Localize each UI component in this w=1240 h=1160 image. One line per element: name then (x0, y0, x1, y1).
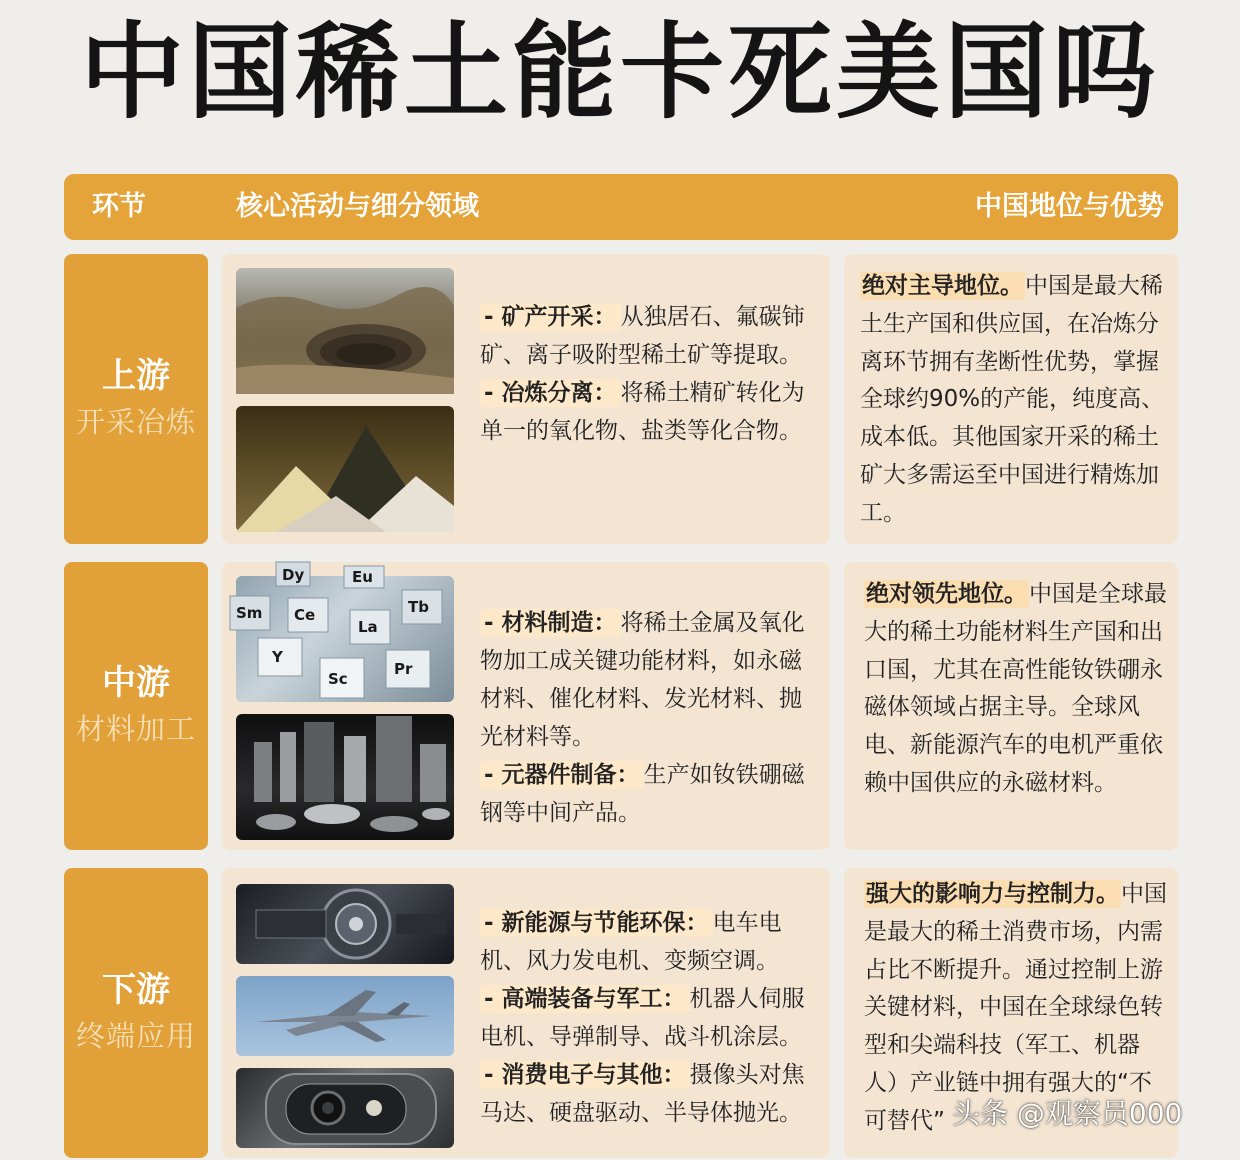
activity-desc: 生产如钕铁硼磁钢等中间产品。 (480, 762, 805, 826)
position-cell (844, 254, 1178, 544)
activity-tag: - 元器件制备： (480, 761, 644, 789)
activity-item (480, 980, 820, 1056)
activity-item (480, 904, 820, 980)
element-tile: Y (272, 648, 283, 666)
header-position: 中国地位与优势 (975, 191, 1164, 222)
stage-name: 下游 (102, 970, 170, 1010)
activity-item (480, 604, 820, 756)
table-row-midstream (64, 562, 1178, 850)
header-stage: 环节 (92, 191, 146, 222)
position-text (860, 268, 1166, 533)
element-tile: Dy (282, 566, 305, 584)
header-activity: 核心活动与细分领域 (236, 191, 479, 222)
position-lead: 绝对领先地位。 (866, 581, 1027, 607)
activity-item (480, 298, 820, 374)
element-tile: Sm (236, 604, 263, 622)
stage-name: 中游 (102, 663, 170, 703)
table-header (64, 174, 1178, 240)
stage-subtitle: 开采冶炼 (75, 405, 196, 439)
watermark: 头条 @观察员000 (952, 1097, 1183, 1130)
activity-tag: - 新能源与节能环保： (480, 909, 713, 937)
page-title: 中国稀土能卡死美国吗 (79, 11, 1160, 133)
stage-subtitle: 材料加工 (75, 712, 196, 746)
stage-name: 上游 (102, 356, 170, 396)
element-tile: Sc (328, 670, 348, 688)
stage-cell (64, 868, 208, 1158)
activity-tag: - 材料制造： (480, 609, 621, 637)
element-tile: La (358, 618, 378, 636)
fighter-jet-image (236, 976, 454, 1056)
activity-desc: 将稀土金属及氧化物加工成关键功能材料，如永磁材料、催化材料、发光材料、抛光材料等。 (480, 610, 805, 750)
activity-item (480, 374, 820, 450)
stage-cell (64, 254, 208, 544)
activity-cell (222, 562, 830, 850)
element-tile: Pr (394, 660, 413, 678)
position-lead: 绝对主导地位。 (862, 273, 1023, 299)
stage-cell (64, 562, 208, 850)
activity-desc: 摄像头对焦马达、硬盘驱动、半导体抛光。 (480, 1062, 805, 1126)
activity-tag: - 高端装备与军工： (480, 985, 690, 1013)
stage-subtitle: 终端应用 (75, 1019, 196, 1053)
activity-item (480, 756, 820, 832)
element-tile: Eu (352, 568, 373, 586)
camera-module-image (236, 1068, 454, 1148)
activity-desc: 从独居石、氟碳铈矿、离子吸附型稀土矿等提取。 (480, 304, 805, 368)
position-text (864, 576, 1170, 803)
ev-motor-image (236, 884, 454, 964)
rare-earth-powder-image (236, 406, 454, 532)
activity-cell (222, 868, 830, 1158)
element-tile: Ce (294, 606, 316, 624)
activity-cell (222, 254, 830, 544)
activity-desc: 机器人伺服电机、导弹制导、战斗机涂层。 (480, 986, 805, 1050)
ndfeb-magnets-image (236, 714, 454, 840)
table-row-upstream (64, 254, 1178, 544)
mining-pit-image (236, 268, 454, 394)
position-cell (844, 562, 1178, 850)
position-desc: 中国是最大稀土生产国和供应国，在冶炼分离环节拥有垄断性优势，掌握全球约90%的产能，纯度高、成本低。其他国家开采的稀土矿大多需运至中国进行精炼加工。 (860, 273, 1165, 526)
activity-item (480, 1056, 820, 1132)
activity-tag: - 冶炼分离： (480, 379, 621, 407)
element-cubes-image (236, 566, 454, 702)
position-desc: 中国是全球最大的稀土功能材料生产国和出口国，尤其在高性能钕铁硼永磁体领域占据主导。全球风电、新能源汽车的电机严重依赖中国供应的永磁材料。 (864, 581, 1167, 796)
activity-tag: - 矿产开采： (480, 303, 621, 331)
activity-desc: 将稀土精矿转化为单一的氧化物、盐类等化合物。 (480, 380, 805, 444)
activity-tag: - 消费电子与其他： (480, 1061, 690, 1089)
element-tile: Tb (408, 598, 429, 616)
position-lead: 强大的影响力与控制力。 (866, 881, 1119, 907)
position-desc: 中国是最大的稀土消费市场，内需占比不断提升。通过控制上游关键材料，中国在全球绿色转型和尖端科技（军工、机器人）产业链中拥有强大的“不可替代” (864, 881, 1167, 1134)
activity-desc: 电车电机、风力发电机、变频空调。 (480, 910, 782, 974)
